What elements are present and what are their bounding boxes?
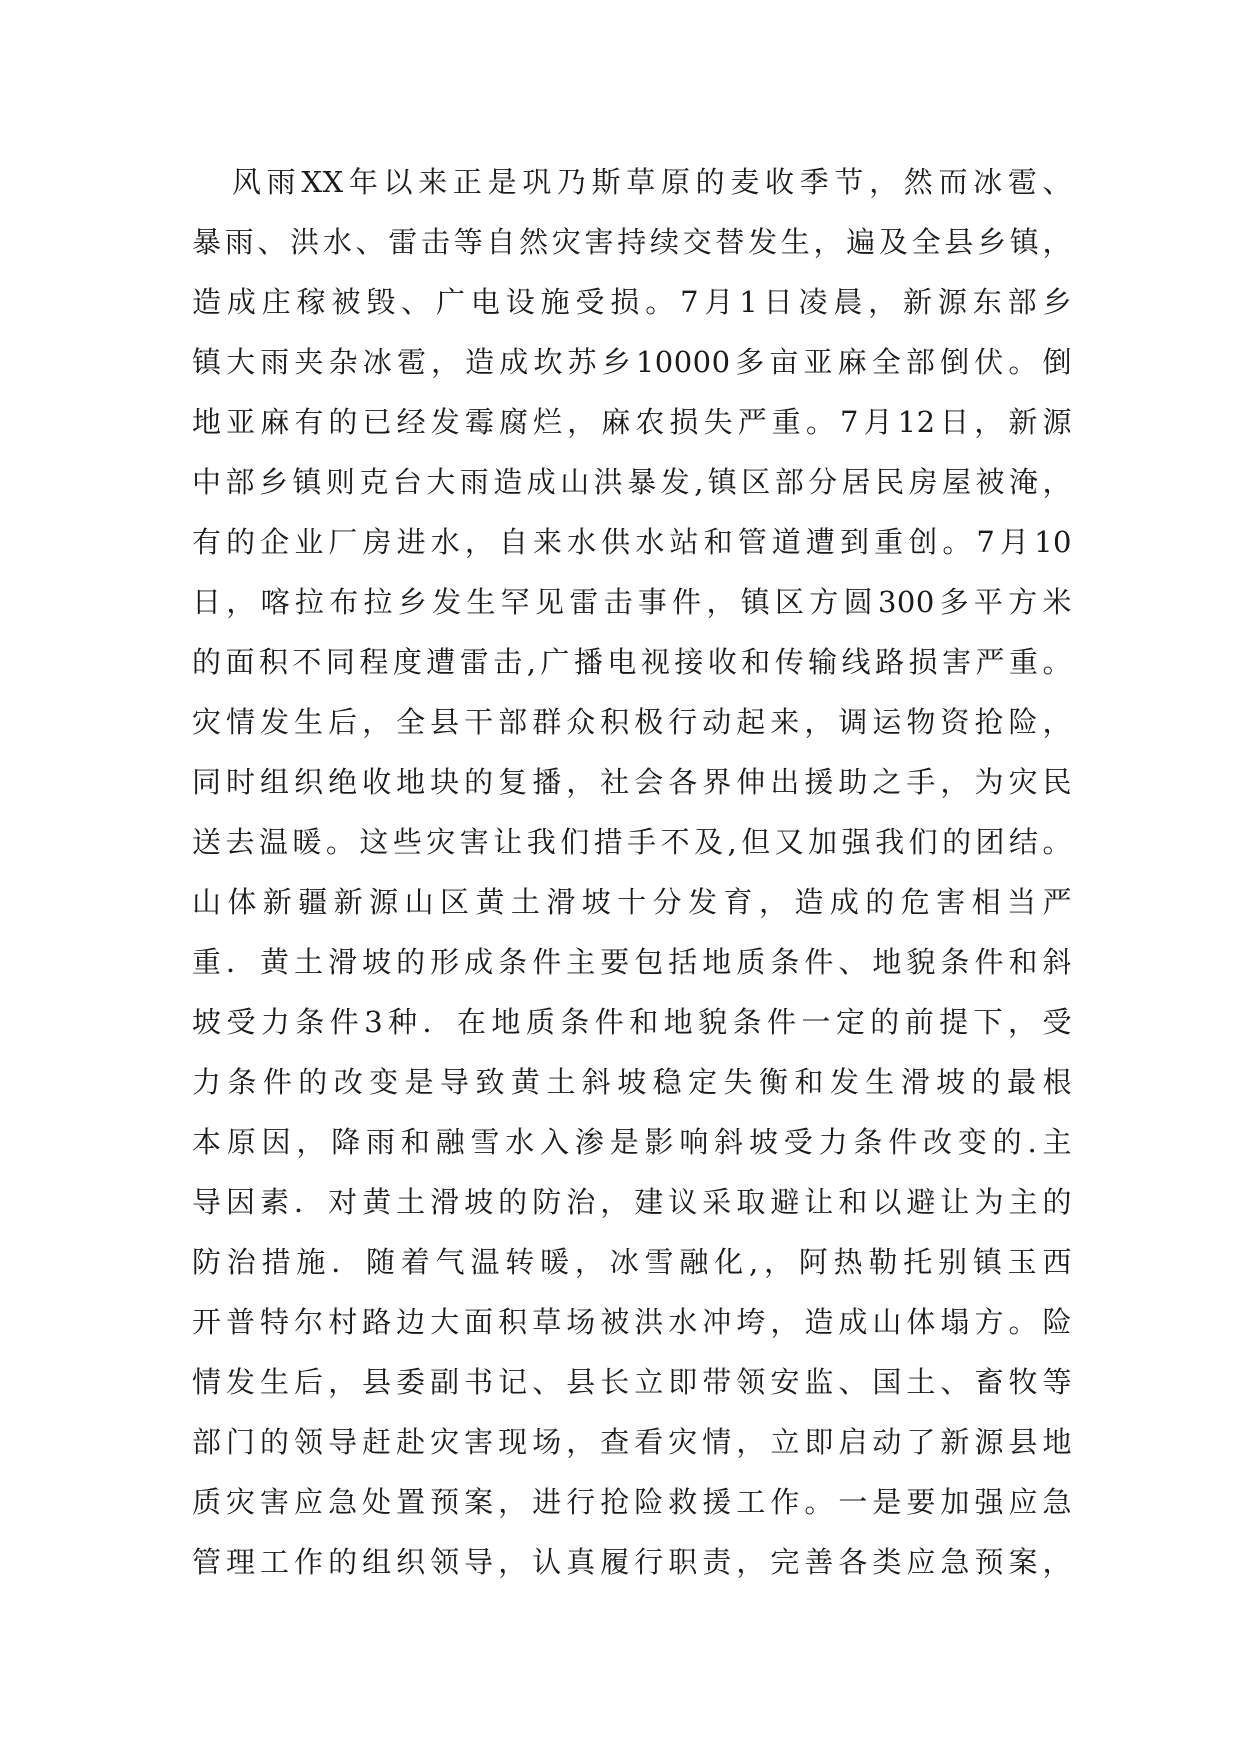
text-line-14: 重．黄土滑坡的形成条件主要包括地质条件、地貌条件和斜 <box>192 945 1072 979</box>
text-line-11: 同时组织绝收地块的复播，社会各界伸出援助之手，为灾民 <box>192 765 1072 799</box>
text-line-17: 本原因，降雨和融雪水入渗是影响斜坡受力条件改变的.主 <box>192 1125 1072 1159</box>
text-line-24: 管理工作的组织领导，认真履行职责，完善各类应急预案， <box>192 1545 1072 1579</box>
text-line-8: 日，喀拉布拉乡发生罕见雷击事件，镇区方圆300多平方米 <box>192 585 1072 619</box>
text-line-4: 镇大雨夹杂冰雹，造成坎苏乡10000多亩亚麻全部倒伏。倒 <box>192 345 1072 379</box>
body-text <box>192 152 1072 1592</box>
text-line-5: 地亚麻有的已经发霉腐烂，麻农损失严重。7月12日，新源 <box>192 405 1072 439</box>
text-line-23: 质灾害应急处置预案，进行抢险救援工作。一是要加强应急 <box>192 1485 1072 1519</box>
text-line-1: 风雨XX年以来正是巩乃斯草原的麦收季节，然而冰雹、 <box>232 165 1072 199</box>
text-line-20: 开普特尔村路边大面积草场被洪水冲垮，造成山体塌方。险 <box>192 1305 1072 1339</box>
text-line-9: 的面积不同程度遭雷击,广播电视接收和传输线路损害严重。 <box>192 645 1072 679</box>
text-line-7: 有的企业厂房进水，自来水供水站和管道遭到重创。7月10 <box>192 525 1072 559</box>
text-line-15: 坡受力条件3种．在地质条件和地貌条件一定的前提下，受 <box>192 1005 1072 1039</box>
text-line-3: 造成庄稼被毁、广电设施受损。7月1日凌晨，新源东部乡 <box>192 285 1072 319</box>
text-line-19: 防治措施．随着气温转暖，冰雪融化,，阿热勒托别镇玉西 <box>192 1245 1072 1279</box>
text-line-16: 力条件的改变是导致黄土斜坡稳定失衡和发生滑坡的最根 <box>192 1065 1072 1099</box>
text-line-6: 中部乡镇则克台大雨造成山洪暴发,镇区部分居民房屋被淹， <box>192 465 1072 499</box>
text-line-12: 送去温暖。这些灾害让我们措手不及,但又加强我们的团结。 <box>192 825 1072 859</box>
text-line-10: 灾情发生后，全县干部群众积极行动起来，调运物资抢险， <box>192 705 1072 739</box>
text-line-18: 导因素．对黄土滑坡的防治，建议采取避让和以避让为主的 <box>192 1185 1072 1219</box>
text-line-22: 部门的领导赶赴灾害现场，查看灾情，立即启动了新源县地 <box>192 1425 1072 1459</box>
text-line-2: 暴雨、洪水、雷击等自然灾害持续交替发生，遍及全县乡镇， <box>192 225 1072 259</box>
text-line-21: 情发生后，县委副书记、县长立即带领安监、国土、畜牧等 <box>192 1365 1072 1399</box>
text-line-13: 山体新疆新源山区黄土滑坡十分发育，造成的危害相当严 <box>192 885 1072 919</box>
